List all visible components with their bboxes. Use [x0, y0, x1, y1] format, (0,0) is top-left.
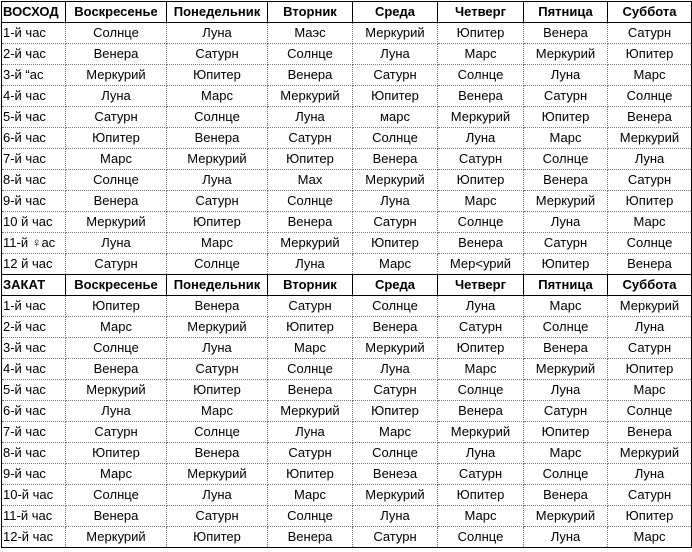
- planet-cell: Марс: [608, 527, 692, 548]
- planet-cell: Марс: [167, 233, 268, 254]
- planet-cell: Марс: [167, 86, 268, 107]
- planet-cell: Марс: [524, 443, 608, 464]
- planet-cell: Юпитер: [66, 443, 167, 464]
- planet-cell: Луна: [524, 380, 608, 401]
- table-row: [2, 359, 692, 380]
- planet-cell: Луна: [524, 212, 608, 233]
- planet-cell: Меркурий: [524, 44, 608, 65]
- table-row: [2, 128, 692, 149]
- planet-cell: Сатурн: [167, 191, 268, 212]
- planet-cell: Меркурий: [167, 317, 268, 338]
- planet-cell: Меркурий: [66, 380, 167, 401]
- planet-cell: Меркурий: [167, 464, 268, 485]
- planet-cell: Сатурн: [608, 338, 692, 359]
- planet-cell: Меркурий: [608, 443, 692, 464]
- planet-cell: Венера: [608, 254, 692, 275]
- planet-cell: Марс: [66, 464, 167, 485]
- planet-cell: Меркурий: [524, 191, 608, 212]
- hour-label: 9-й час: [2, 191, 66, 212]
- planet-cell: Луна: [268, 422, 353, 443]
- hour-label: 4-й час: [2, 359, 66, 380]
- planet-cell: Венера: [524, 170, 608, 191]
- table-row: [2, 44, 692, 65]
- planet-cell: Луна: [524, 527, 608, 548]
- planet-cell: Венера: [524, 338, 608, 359]
- planet-cell: Мер<урий: [438, 254, 524, 275]
- table-row: [2, 107, 692, 128]
- planet-cell: Солнце: [66, 23, 167, 44]
- planet-cell: Сатурн: [268, 443, 353, 464]
- planet-cell: Луна: [66, 233, 167, 254]
- planet-cell: Солнце: [268, 191, 353, 212]
- planet-cell: Юпитер: [66, 296, 167, 317]
- planet-cell: Солнце: [66, 338, 167, 359]
- hour-label: 11-й час: [2, 506, 66, 527]
- planet-cell: Венера: [608, 107, 692, 128]
- planet-cell: Солнце: [608, 401, 692, 422]
- planet-cell: Солнце: [268, 506, 353, 527]
- planet-cell: Луна: [438, 443, 524, 464]
- table-row: [2, 401, 692, 422]
- planet-cell: Юпитер: [524, 422, 608, 443]
- planet-cell: Солнце: [608, 86, 692, 107]
- column-header-friday: Пятница: [524, 2, 608, 23]
- section-header-row: [2, 275, 692, 296]
- planet-cell: Юпитер: [167, 212, 268, 233]
- hour-label: 1-й час: [2, 296, 66, 317]
- planet-cell: Солнце: [353, 128, 438, 149]
- planet-cell: Луна: [268, 254, 353, 275]
- planet-cell: Сатурн: [608, 170, 692, 191]
- column-header-thursday: Четверг: [438, 275, 524, 296]
- planet-cell: Меркурий: [268, 86, 353, 107]
- hour-label: 10-й час: [2, 485, 66, 506]
- planet-cell: Солнце: [66, 485, 167, 506]
- planet-cell: Солнце: [524, 317, 608, 338]
- planet-cell: Солнце: [438, 380, 524, 401]
- planet-cell: Солнце: [66, 170, 167, 191]
- planet-cell: Венера: [167, 296, 268, 317]
- planet-cell: Юпитер: [353, 86, 438, 107]
- planet-cell: Меркурий: [608, 128, 692, 149]
- section-title: ВОСХОД: [2, 2, 66, 23]
- table-row: [2, 317, 692, 338]
- planet-cell: Меркурий: [438, 107, 524, 128]
- planet-cell: Венера: [438, 86, 524, 107]
- planet-cell: Луна: [438, 128, 524, 149]
- planet-cell: Луна: [608, 149, 692, 170]
- planet-cell: Луна: [353, 44, 438, 65]
- planet-cell: Луна: [167, 170, 268, 191]
- planet-cell: Сатурн: [438, 464, 524, 485]
- hour-label: 11-й ♀ас: [2, 233, 66, 254]
- planet-cell: Маэс: [268, 23, 353, 44]
- planet-cell: Луна: [353, 191, 438, 212]
- planet-cell: Венера: [66, 506, 167, 527]
- planet-cell: Венера: [167, 128, 268, 149]
- planet-cell: Марс: [167, 401, 268, 422]
- table-row: [2, 422, 692, 443]
- hour-label: 2-й час: [2, 44, 66, 65]
- planet-cell: Луна: [608, 317, 692, 338]
- planet-cell: Меркурий: [66, 527, 167, 548]
- planet-cell: Меркурий: [66, 65, 167, 86]
- planet-cell: Юпитер: [167, 65, 268, 86]
- column-header-tuesday: Вторник: [268, 275, 353, 296]
- table-row: [2, 212, 692, 233]
- planet-cell: Венера: [268, 380, 353, 401]
- planet-cell: Венера: [268, 212, 353, 233]
- planet-cell: Юпитер: [353, 401, 438, 422]
- planet-cell: Сатурн: [353, 380, 438, 401]
- planet-cell: Меркурий: [66, 212, 167, 233]
- column-header-monday: Понедельник: [167, 2, 268, 23]
- planet-cell: Луна: [608, 464, 692, 485]
- planet-cell: Венера: [268, 65, 353, 86]
- planet-cell: Венера: [167, 443, 268, 464]
- column-header-monday: Понедельник: [167, 275, 268, 296]
- planet-cell: Сатурн: [438, 317, 524, 338]
- planet-cell: Венера: [438, 233, 524, 254]
- planet-cell: Сатурн: [167, 44, 268, 65]
- column-header-thursday: Четверг: [438, 2, 524, 23]
- planet-cell: Венера: [66, 44, 167, 65]
- column-header-sunday: Воскресенье: [66, 2, 167, 23]
- planet-cell: Солнце: [438, 527, 524, 548]
- planet-cell: Марс: [438, 359, 524, 380]
- planet-hours-table: [1, 1, 692, 548]
- table-row: [2, 443, 692, 464]
- planet-cell: Сатурн: [524, 86, 608, 107]
- planet-cell: Меркурий: [608, 296, 692, 317]
- table-row: [2, 170, 692, 191]
- planet-cell: Марс: [438, 44, 524, 65]
- planet-cell: Меркурий: [524, 506, 608, 527]
- table-row: [2, 149, 692, 170]
- hour-label: 8-й час: [2, 170, 66, 191]
- planet-cell: Меркурий: [353, 338, 438, 359]
- planet-cell: Солнце: [524, 149, 608, 170]
- planet-cell: Сатурн: [167, 359, 268, 380]
- planet-cell: Солнце: [608, 233, 692, 254]
- hour-label: 3-й “ас: [2, 65, 66, 86]
- column-header-tuesday: Вторник: [268, 2, 353, 23]
- column-header-wednesday: Среда: [353, 2, 438, 23]
- planet-cell: Юпитер: [608, 359, 692, 380]
- planet-cell: Луна: [66, 401, 167, 422]
- planet-cell: Сатурн: [524, 401, 608, 422]
- table-row: [2, 380, 692, 401]
- planet-cell: Венера: [66, 359, 167, 380]
- table-row: [2, 233, 692, 254]
- planet-cell: Венера: [608, 422, 692, 443]
- planet-cell: Юпитер: [353, 233, 438, 254]
- table-row: [2, 65, 692, 86]
- planet-cell: Марс: [66, 317, 167, 338]
- planet-cell: Солнце: [167, 107, 268, 128]
- planet-cell: Мах: [268, 170, 353, 191]
- table-row: [2, 506, 692, 527]
- planet-cell: Юпитер: [268, 317, 353, 338]
- planet-cell: Юпитер: [438, 338, 524, 359]
- planet-cell: Луна: [353, 359, 438, 380]
- planet-cell: Луна: [353, 506, 438, 527]
- planet-cell: Венера: [438, 401, 524, 422]
- planet-cell: Венера: [268, 527, 353, 548]
- planet-cell: Юпитер: [608, 191, 692, 212]
- section-header-row: [2, 2, 692, 23]
- planet-cell: Венера: [524, 485, 608, 506]
- planet-cell: Марс: [438, 191, 524, 212]
- planet-cell: Луна: [167, 485, 268, 506]
- planet-cell: Сатурн: [167, 506, 268, 527]
- planet-cell: Луна: [167, 23, 268, 44]
- planet-cell: Солнце: [268, 359, 353, 380]
- planet-cell: Марс: [524, 296, 608, 317]
- planet-cell: Меркурий: [438, 422, 524, 443]
- hour-label: 12 й час: [2, 254, 66, 275]
- planet-cell: Юпитер: [66, 128, 167, 149]
- table-row: [2, 338, 692, 359]
- planet-cell: Венера: [353, 317, 438, 338]
- planet-cell: Марс: [353, 254, 438, 275]
- planet-cell: Сатурн: [66, 254, 167, 275]
- planet-cell: Юпитер: [268, 149, 353, 170]
- table-row: [2, 254, 692, 275]
- table-row: [2, 23, 692, 44]
- section-title: ЗАКАТ: [2, 275, 66, 296]
- planet-cell: Луна: [438, 296, 524, 317]
- hour-label: 9-й час: [2, 464, 66, 485]
- planet-cell: Марс: [268, 338, 353, 359]
- planet-cell: Марс: [268, 485, 353, 506]
- hour-label: 12-й час: [2, 527, 66, 548]
- planet-cell: Сатурн: [66, 422, 167, 443]
- hour-label: 7-й час: [2, 422, 66, 443]
- planet-cell: Солнце: [167, 422, 268, 443]
- planet-cell: Юпитер: [268, 464, 353, 485]
- planet-cell: Сатурн: [438, 149, 524, 170]
- planet-cell: Луна: [167, 338, 268, 359]
- planet-cell: Солнце: [167, 254, 268, 275]
- planet-cell: Меркурий: [353, 23, 438, 44]
- planet-cell: Сатурн: [608, 485, 692, 506]
- column-header-saturday: Суббота: [608, 2, 692, 23]
- table-row: [2, 464, 692, 485]
- planet-cell: Меркурий: [524, 359, 608, 380]
- planet-cell: Юпитер: [167, 527, 268, 548]
- planet-cell: Юпитер: [524, 254, 608, 275]
- planet-cell: Сатурн: [524, 233, 608, 254]
- hour-label: 5-й час: [2, 380, 66, 401]
- planet-cell: Сатурн: [268, 128, 353, 149]
- planet-cell: Венеэа: [353, 464, 438, 485]
- hour-label: 2-й час: [2, 317, 66, 338]
- planet-cell: Марс: [438, 506, 524, 527]
- hour-label: 4-й час: [2, 86, 66, 107]
- planet-cell: Луна: [66, 86, 167, 107]
- planet-cell: Меркурий: [268, 401, 353, 422]
- table-row: [2, 86, 692, 107]
- planet-cell: Марс: [608, 65, 692, 86]
- planet-cell: Сатурн: [353, 65, 438, 86]
- hour-label: 10 й час: [2, 212, 66, 233]
- planet-cell: Марс: [66, 149, 167, 170]
- planet-cell: Юпитер: [438, 23, 524, 44]
- column-header-sunday: Воскресенье: [66, 275, 167, 296]
- column-header-wednesday: Среда: [353, 275, 438, 296]
- planet-cell: Солнце: [353, 443, 438, 464]
- planet-cell: Юпитер: [438, 170, 524, 191]
- planet-cell: Марс: [608, 212, 692, 233]
- planet-cell: Солнце: [268, 44, 353, 65]
- planet-cell: Марс: [524, 128, 608, 149]
- hour-label: 6-й час: [2, 128, 66, 149]
- planet-cell: Венера: [524, 23, 608, 44]
- planet-cell: Меркурий: [268, 233, 353, 254]
- planet-cell: Луна: [268, 107, 353, 128]
- planet-cell: Солнце: [353, 296, 438, 317]
- planet-cell: Луна: [524, 65, 608, 86]
- planet-cell: Юпитер: [167, 380, 268, 401]
- planet-cell: Сатурн: [66, 107, 167, 128]
- hour-label: 8-й час: [2, 443, 66, 464]
- hour-label: 7-й час: [2, 149, 66, 170]
- planet-cell: Меркурий: [167, 149, 268, 170]
- hour-label: 1-й час: [2, 23, 66, 44]
- planet-cell: Юпитер: [608, 506, 692, 527]
- planet-cell: Меркурий: [353, 485, 438, 506]
- planet-cell: Сатурн: [268, 296, 353, 317]
- planet-cell: Сатурн: [353, 212, 438, 233]
- planet-cell: Марс: [608, 380, 692, 401]
- table-row: [2, 485, 692, 506]
- planet-cell: Сатурн: [608, 23, 692, 44]
- planet-cell: Юпитер: [524, 107, 608, 128]
- planet-cell: Меркурий: [353, 170, 438, 191]
- planet-cell: Солнце: [524, 464, 608, 485]
- planet-cell: Солнце: [438, 212, 524, 233]
- planet-cell: Юпитер: [608, 44, 692, 65]
- hour-label: 5-й час: [2, 107, 66, 128]
- planet-cell: Юпитер: [438, 485, 524, 506]
- column-header-friday: Пятница: [524, 275, 608, 296]
- table-row: [2, 527, 692, 548]
- planet-cell: Сатурн: [353, 527, 438, 548]
- hour-label: 3-й час: [2, 338, 66, 359]
- planet-cell: Венера: [353, 149, 438, 170]
- table-row: [2, 191, 692, 212]
- table-row: [2, 296, 692, 317]
- column-header-saturday: Суббота: [608, 275, 692, 296]
- planet-cell: марс: [353, 107, 438, 128]
- planet-cell: Солнце: [438, 65, 524, 86]
- planet-cell: Венера: [66, 191, 167, 212]
- planet-cell: Марс: [353, 422, 438, 443]
- hour-label: 6-й час: [2, 401, 66, 422]
